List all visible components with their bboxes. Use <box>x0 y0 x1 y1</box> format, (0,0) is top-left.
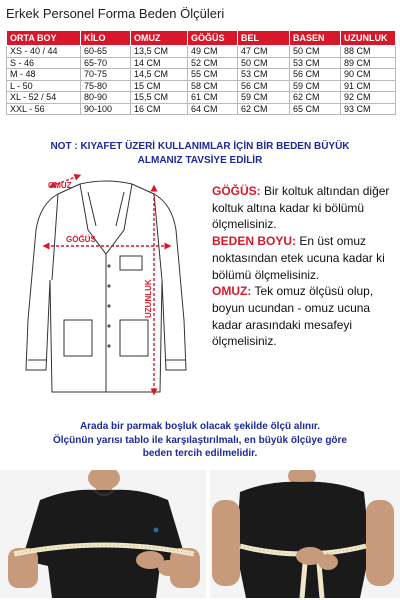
header-basen: BASEN <box>290 31 341 46</box>
beden-text: En üst omuz noktasından etek ucuna kadar ki bölümü ölçmelisiniz. <box>212 234 385 282</box>
table-cell: 90-100 <box>81 103 131 115</box>
table-cell: 56 CM <box>238 80 290 92</box>
table-cell: 55 CM <box>188 69 238 81</box>
table-cell: 50 CM <box>238 57 290 69</box>
coat-diagram <box>10 170 210 410</box>
table-cell: 50 CM <box>290 46 341 58</box>
table-cell: 75-80 <box>81 80 131 92</box>
table-cell: 80-90 <box>81 92 131 104</box>
table-cell: M - 48 <box>7 69 81 81</box>
table-cell: 56 CM <box>290 69 341 81</box>
table-cell: 53 CM <box>290 57 341 69</box>
gogus-description <box>212 183 398 233</box>
omuz-text: Tek omuz ölçüsü olup, boyun ucundan - omuz ucuna kadar arasındaki mesafeyi ölçmelisiniz. <box>212 284 374 349</box>
table-cell: 61 CM <box>188 92 238 104</box>
chest-measure-photo <box>0 470 206 598</box>
table-cell: 91 CM <box>341 80 396 92</box>
measuring-instructions <box>10 420 390 461</box>
instruction-line-2: Ölçünün yarısı tablo ile karşılaştırılmalı, en büyük ölçüye göre <box>53 434 347 446</box>
header-gogus: GÖĞÜS <box>188 31 238 46</box>
table-cell: 70-75 <box>81 69 131 81</box>
table-header-row <box>7 31 396 46</box>
table-cell: 88 CM <box>341 46 396 58</box>
gogus-label: GÖĞÜS <box>66 235 96 244</box>
table-cell: 59 CM <box>290 80 341 92</box>
table-cell: 60-65 <box>81 46 131 58</box>
table-cell: 65-70 <box>81 57 131 69</box>
table-cell: 64 CM <box>188 103 238 115</box>
coat-drawing <box>10 170 210 410</box>
header-omuz: OMUZ <box>131 31 188 46</box>
table-cell: XS - 40 / 44 <box>7 46 81 58</box>
header-orta-boy: ORTA BOY <box>7 31 81 46</box>
table-cell: 62 CM <box>238 103 290 115</box>
gogus-text: Bir koltuk altından diğer koltuk altına kadar ki bölümü ölçmelisiniz. <box>212 184 390 232</box>
instruction-line-3: beden tercih edilmelidir. <box>142 448 258 459</box>
size-table <box>6 30 396 115</box>
table-cell: L - 50 <box>7 80 81 92</box>
omuz-title: OMUZ: <box>212 284 252 299</box>
button-dots <box>107 264 110 347</box>
table-cell: 62 CM <box>290 92 341 104</box>
waist-measure-illustration <box>210 470 400 598</box>
table-row <box>7 46 396 58</box>
table-row <box>7 92 396 104</box>
table-cell: 58 CM <box>188 80 238 92</box>
omuz-label: OMUZ <box>48 181 72 190</box>
table-cell: 53 CM <box>238 69 290 81</box>
table-cell: 92 CM <box>341 92 396 104</box>
table-cell: XL - 52 / 54 <box>7 92 81 104</box>
beden-description <box>212 233 398 283</box>
table-cell: S - 46 <box>7 57 81 69</box>
table-row <box>7 80 396 92</box>
table-cell: 14,5 CM <box>131 69 188 81</box>
omuz-description <box>212 283 398 350</box>
table-cell: 16 CM <box>131 103 188 115</box>
table-row <box>7 57 396 69</box>
instruction-line-1: Arada bir parmak boşluk olacak şekilde ölçü alınır. <box>79 421 321 432</box>
waist-measure-photo <box>210 470 400 598</box>
table-cell: 93 CM <box>341 103 396 115</box>
table-cell: 15,5 CM <box>131 92 188 104</box>
table-cell: 52 CM <box>188 57 238 69</box>
gogus-title: GÖĞÜS: <box>212 184 261 198</box>
table-cell: 65 CM <box>290 103 341 115</box>
table-row <box>7 69 396 81</box>
table-cell: 49 CM <box>188 46 238 58</box>
table-cell: 90 CM <box>341 69 396 81</box>
measurement-descriptions <box>212 183 398 350</box>
table-cell: 59 CM <box>238 92 290 104</box>
header-kilo: KİLO <box>81 31 131 46</box>
table-cell: 89 CM <box>341 57 396 69</box>
chest-measure-illustration <box>0 470 206 598</box>
oversize-note <box>20 140 380 168</box>
table-cell: 15 CM <box>131 80 188 92</box>
note-line-2: ALMANIZ TAVSİYE EDİLİR <box>137 155 263 166</box>
uzunluk-label: UZUNLUK <box>144 279 153 318</box>
header-bel: BEL <box>238 31 290 46</box>
table-row <box>7 103 396 115</box>
header-uzunluk: UZUNLUK <box>341 31 396 46</box>
table-cell: 14 CM <box>131 57 188 69</box>
beden-title: BEDEN BOYU: <box>212 234 297 249</box>
note-line-1: NOT : KIYAFET ÜZERİ KULLANIMLAR İÇİN BİR BEDEN BÜYÜK <box>50 141 350 152</box>
page-title: Erkek Personel Forma Beden Ölçüleri <box>6 6 225 21</box>
table-cell: 13,5 CM <box>131 46 188 58</box>
table-cell: 47 CM <box>238 46 290 58</box>
table-cell: XXL - 56 <box>7 103 81 115</box>
